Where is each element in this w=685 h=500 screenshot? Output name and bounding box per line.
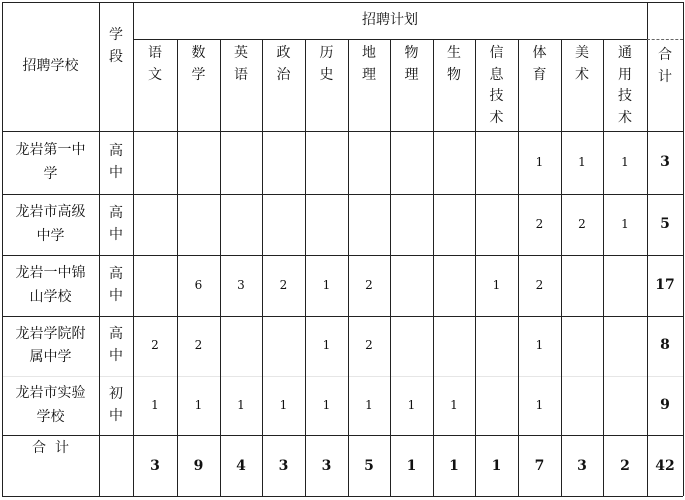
school-name: 龙岩学院附属中学 bbox=[15, 325, 86, 365]
footer-subject-total: 9 bbox=[193, 457, 204, 474]
plan-count: 1 bbox=[492, 277, 501, 292]
footer-subject-total: 2 bbox=[620, 457, 630, 474]
plan-count: 2 bbox=[151, 338, 159, 353]
footer-subject-total: 3 bbox=[278, 457, 289, 474]
plan-count: 1 bbox=[407, 397, 416, 412]
plan-count: 2 bbox=[578, 216, 586, 231]
subject-header-char: 通 bbox=[618, 45, 632, 61]
subject-header bbox=[433, 39, 475, 131]
plan-count bbox=[262, 316, 305, 376]
footer-subject-total: 3 bbox=[150, 457, 160, 474]
subject-header bbox=[262, 39, 305, 131]
plan-count: 2 bbox=[535, 277, 544, 292]
plan-count bbox=[220, 316, 262, 376]
plan-count: 1 bbox=[365, 397, 373, 412]
school-name: 龙岩市实验学校 bbox=[15, 385, 86, 425]
plan-count: 1 bbox=[621, 154, 629, 169]
subject-header bbox=[133, 39, 177, 131]
plan-count: 2 bbox=[194, 338, 203, 353]
plan-count: 1 bbox=[535, 154, 544, 169]
plan-count: 1 bbox=[322, 277, 331, 292]
footer-label: 合 计 bbox=[32, 440, 69, 456]
footer-subject-total: 7 bbox=[534, 457, 545, 474]
plan-count bbox=[475, 376, 518, 435]
total-header bbox=[647, 2, 683, 131]
subject-header-char: 史 bbox=[319, 66, 334, 83]
total-header-char: 计 bbox=[658, 68, 672, 85]
footer-subject-total: 4 bbox=[236, 457, 246, 474]
subject-header bbox=[177, 39, 220, 131]
subject-header-char: 理 bbox=[362, 66, 376, 83]
subject-header-char: 治 bbox=[276, 66, 291, 83]
row-total: 17 bbox=[655, 276, 675, 293]
stage-header-char: 学 bbox=[109, 26, 123, 43]
subject-header-char: 信 bbox=[489, 45, 504, 61]
subject-header-char: 理 bbox=[404, 66, 419, 83]
plan-count bbox=[561, 376, 603, 435]
plan-count bbox=[603, 376, 647, 435]
subject-header-char: 术 bbox=[489, 110, 504, 127]
subject-header-char: 英 bbox=[234, 45, 248, 61]
subject-header-char: 学 bbox=[191, 66, 206, 83]
row-total: 5 bbox=[660, 215, 670, 232]
subject-header-char: 生 bbox=[447, 45, 461, 61]
subject-header-char: 育 bbox=[532, 66, 547, 83]
plan-count bbox=[561, 316, 603, 376]
plan-count bbox=[433, 131, 475, 194]
plan-count: 1 bbox=[237, 397, 245, 412]
plan-count bbox=[305, 194, 348, 255]
stage-value bbox=[99, 316, 133, 376]
stage-value-char: 中 bbox=[109, 164, 123, 181]
plan-count: 3 bbox=[237, 277, 245, 292]
row-divider bbox=[2, 496, 683, 497]
subject-header-char: 技 bbox=[489, 88, 504, 105]
subject-header bbox=[603, 39, 647, 131]
stage-value bbox=[99, 376, 133, 435]
school-name: 龙岩市高级中学 bbox=[15, 204, 86, 244]
school-header: 招聘学校 bbox=[22, 57, 79, 74]
stage-value-char: 中 bbox=[109, 287, 123, 304]
subject-header-char: 文 bbox=[148, 66, 162, 83]
plan-count bbox=[262, 194, 305, 255]
plan-count: 1 bbox=[621, 216, 629, 231]
subject-header-char: 物 bbox=[404, 45, 419, 61]
plan-count bbox=[390, 255, 433, 316]
stage-value-char: 高 bbox=[109, 265, 123, 282]
school-name: 龙岩第一中学 bbox=[15, 142, 86, 182]
stage-value-char: 初 bbox=[109, 385, 123, 402]
plan-count bbox=[475, 316, 518, 376]
plan-count bbox=[475, 131, 518, 194]
stage-value-char: 中 bbox=[109, 348, 123, 364]
stage-value-char: 中 bbox=[109, 226, 123, 243]
plan-count: 1 bbox=[151, 397, 159, 412]
plan-count: 1 bbox=[450, 397, 458, 412]
plan-count bbox=[305, 131, 348, 194]
plan-count: 2 bbox=[365, 277, 373, 292]
plan-count bbox=[561, 255, 603, 316]
subject-header-char: 术 bbox=[618, 110, 632, 127]
footer-subject-total: 5 bbox=[364, 457, 374, 474]
subject-header bbox=[561, 39, 603, 131]
plan-header: 招聘计划 bbox=[362, 11, 418, 28]
plan-count bbox=[177, 194, 220, 255]
subject-header-char: 术 bbox=[575, 66, 589, 83]
footer-subject-total: 3 bbox=[321, 457, 332, 474]
plan-count: 2 bbox=[279, 277, 288, 292]
stage-header bbox=[99, 2, 133, 91]
subject-header bbox=[220, 39, 262, 131]
subject-header-char: 语 bbox=[148, 45, 162, 61]
stage-value bbox=[99, 194, 133, 255]
plan-count: 1 bbox=[194, 397, 203, 412]
plan-count bbox=[603, 316, 647, 376]
plan-count: 1 bbox=[535, 338, 544, 353]
plan-count bbox=[348, 131, 390, 194]
subject-header bbox=[390, 39, 433, 131]
plan-count bbox=[262, 131, 305, 194]
plan-count bbox=[475, 194, 518, 255]
plan-count: 1 bbox=[322, 338, 331, 353]
plan-count bbox=[390, 316, 433, 376]
grand-total: 42 bbox=[655, 457, 675, 474]
subject-header bbox=[518, 39, 561, 131]
school-name: 龙岩一中锦山学校 bbox=[15, 265, 86, 305]
row-total: 3 bbox=[660, 153, 670, 170]
stage-value-char: 高 bbox=[109, 326, 123, 343]
stage-value-char: 高 bbox=[109, 204, 123, 221]
footer-subject-total: 1 bbox=[406, 457, 417, 474]
row-total: 8 bbox=[660, 337, 670, 354]
stage-value-char: 高 bbox=[109, 142, 123, 159]
subject-header bbox=[475, 39, 518, 131]
subject-header-char: 物 bbox=[447, 66, 461, 83]
total-header-char: 合 bbox=[658, 46, 672, 63]
subject-header-char: 地 bbox=[362, 45, 376, 61]
row-total: 9 bbox=[660, 396, 670, 413]
plan-count bbox=[133, 255, 177, 316]
subject-header-char: 历 bbox=[319, 45, 334, 61]
subject-header bbox=[348, 39, 390, 131]
plan-count: 1 bbox=[322, 397, 331, 412]
plan-count: 6 bbox=[194, 277, 203, 292]
subject-header-char: 用 bbox=[618, 66, 632, 83]
plan-count bbox=[433, 316, 475, 376]
subject-header-char: 体 bbox=[532, 45, 547, 61]
footer-subject-total: 3 bbox=[577, 457, 587, 474]
plan-count: 2 bbox=[535, 216, 544, 231]
subject-header-char: 息 bbox=[489, 66, 504, 83]
plan-count bbox=[133, 194, 177, 255]
plan-count bbox=[390, 194, 433, 255]
plan-count: 1 bbox=[535, 397, 544, 412]
plan-count: 1 bbox=[578, 154, 586, 169]
table-border-right bbox=[683, 2, 684, 496]
plan-count bbox=[433, 255, 475, 316]
subject-header-char: 数 bbox=[191, 45, 206, 61]
footer-subject-total: 1 bbox=[449, 457, 459, 474]
plan-count bbox=[603, 255, 647, 316]
plan-count bbox=[433, 194, 475, 255]
plan-count: 1 bbox=[279, 397, 288, 412]
plan-count: 2 bbox=[365, 338, 373, 353]
plan-count bbox=[390, 131, 433, 194]
stage-value bbox=[99, 131, 133, 194]
plan-count bbox=[220, 131, 262, 194]
plan-count bbox=[220, 194, 262, 255]
plan-count bbox=[348, 194, 390, 255]
footer-subject-total: 1 bbox=[491, 457, 502, 474]
subject-header-char: 政 bbox=[276, 45, 291, 61]
subject-header-char: 技 bbox=[618, 88, 632, 105]
stage-value-char: 中 bbox=[109, 407, 123, 424]
stage-header-char: 段 bbox=[109, 48, 123, 65]
subject-header-char: 语 bbox=[234, 66, 248, 83]
subject-header-char: 美 bbox=[575, 45, 589, 61]
plan-count bbox=[133, 131, 177, 194]
subject-header bbox=[305, 39, 348, 131]
stage-value bbox=[99, 255, 133, 316]
plan-count bbox=[177, 131, 220, 194]
